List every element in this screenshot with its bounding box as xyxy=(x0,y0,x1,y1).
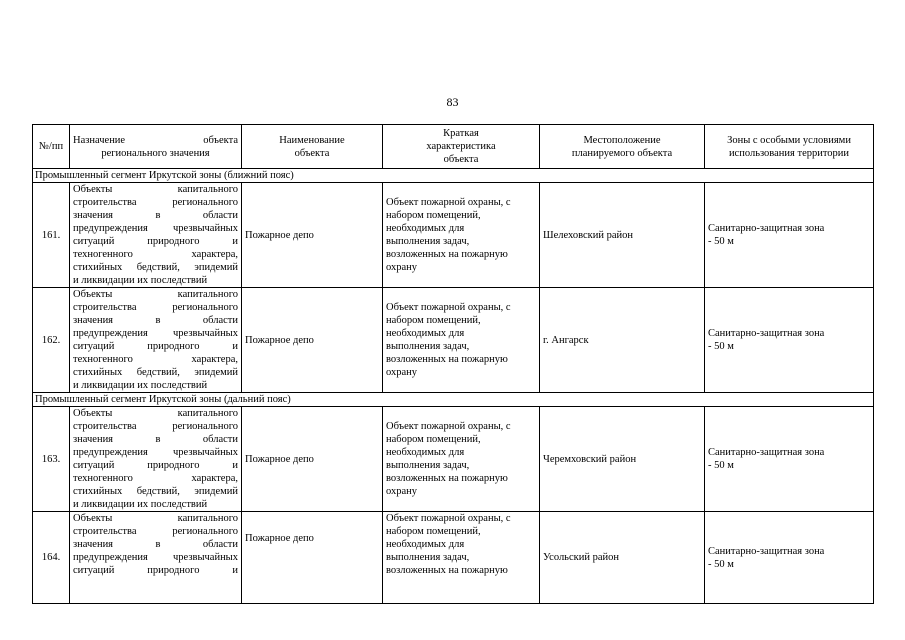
header-location: Местоположение планируемого объекта xyxy=(540,125,705,169)
row-location: Усольский район xyxy=(540,512,705,604)
header-description: Краткая характеристика объекта xyxy=(383,125,540,169)
header-purpose xyxy=(70,125,242,169)
row-zone: Санитарно-защитная зона - 50 м xyxy=(705,407,874,512)
row-number: 162. xyxy=(33,288,70,393)
row-purpose-last: и ликвидации их последствий xyxy=(73,380,208,391)
row-name: Пожарное депо xyxy=(242,407,383,512)
header-num: №/пп xyxy=(33,125,70,169)
table-row xyxy=(33,512,874,604)
row-number: 164. xyxy=(33,512,70,604)
row-purpose-last: и ликвидации их последствий xyxy=(73,499,208,510)
row-description: Объект пожарной охраны, с набором помещений, необходимых для выполнения задач, возложенных на пожарную охрану xyxy=(383,288,540,393)
row-number: 161. xyxy=(33,183,70,288)
section-row xyxy=(33,169,874,183)
section-title: Промышленный сегмент Иркутской зоны (ближний пояс) xyxy=(33,169,874,183)
row-zone: Санитарно-защитная зона - 50 м xyxy=(705,512,874,604)
objects-table xyxy=(32,124,874,604)
section-row xyxy=(33,393,874,407)
row-location: г. Ангарск xyxy=(540,288,705,393)
table-row xyxy=(33,288,874,393)
header-zones: Зоны с особыми условиями использования территории xyxy=(705,125,874,169)
header-purpose-line1: Назначение объекта xyxy=(73,134,238,146)
row-zone: Санитарно-защитная зона - 50 м xyxy=(705,183,874,288)
row-purpose-text: Объекты капитального строительства регионального значения в области предупреждения чрезвычайных ситуаций природного и техногенного характера, стихийных бедствий, эпидемий xyxy=(73,408,238,497)
row-name: Пожарное депо xyxy=(242,512,383,604)
row-description: Объект пожарной охраны, с набором помещений, необходимых для выполнения задач, возложенных на пожарную xyxy=(383,512,540,604)
row-purpose xyxy=(70,407,242,512)
row-description: Объект пожарной охраны, с набором помещений, необходимых для выполнения задач, возложенных на пожарную охрану xyxy=(383,183,540,288)
row-purpose-text: Объекты капитального строительства регионального значения в области предупреждения чрезвычайных ситуаций природного и техногенного характера, стихийных бедствий, эпидемий xyxy=(73,289,238,378)
row-location: Черемховский район xyxy=(540,407,705,512)
header-name: Наименование объекта xyxy=(242,125,383,169)
row-number: 163. xyxy=(33,407,70,512)
row-purpose-last: и ликвидации их последствий xyxy=(73,275,208,286)
row-name: Пожарное депо xyxy=(242,183,383,288)
row-purpose-text: Объекты капитального строительства регионального значения в области предупреждения чрезвычайных ситуаций природного и техногенного характера, стихийных бедствий, эпидемий xyxy=(73,184,238,273)
table-row xyxy=(33,183,874,288)
section-title: Промышленный сегмент Иркутской зоны (дальний пояс) xyxy=(33,393,874,407)
row-purpose xyxy=(70,512,242,604)
row-description: Объект пожарной охраны, с набором помещений, необходимых для выполнения задач, возложенных на пожарную охрану xyxy=(383,407,540,512)
header-purpose-line2: регионального значения xyxy=(101,147,210,159)
row-purpose-text: Объекты капитального строительства регионального значения в области предупреждения чрезвычайных ситуаций природного и xyxy=(73,513,238,576)
row-location: Шелеховский район xyxy=(540,183,705,288)
page-number: 83 xyxy=(446,95,459,109)
row-purpose xyxy=(70,183,242,288)
row-zone: Санитарно-защитная зона - 50 м xyxy=(705,288,874,393)
row-purpose xyxy=(70,288,242,393)
row-name: Пожарное депо xyxy=(242,288,383,393)
table-header-row xyxy=(33,125,874,169)
table-row xyxy=(33,407,874,512)
